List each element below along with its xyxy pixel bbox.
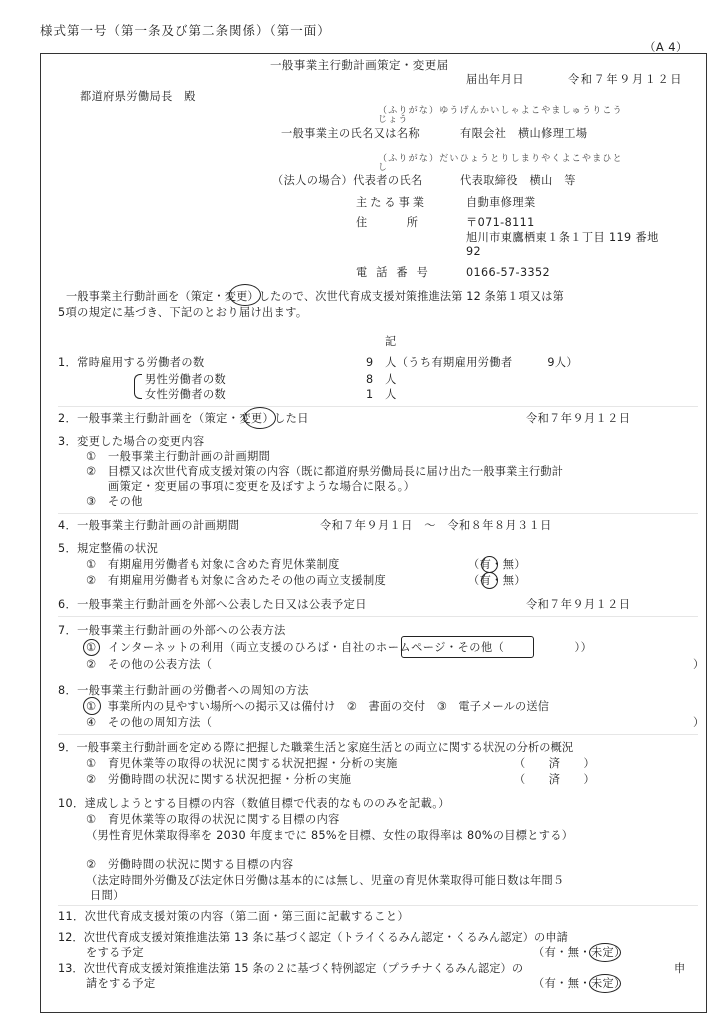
s5-item2-value: （有・無） [468,574,526,587]
employer-furigana-cont: じょう [378,115,409,125]
s1-female-label: 女性労働者の数 [145,388,227,401]
rep-name: 代表取締役 横山 等 [460,174,576,187]
address-line1: 旭川市東鷹栖東１条１丁目 119 番地 [466,231,659,244]
s9-item2: ② 労働時間の状況に関する状況把握・分析の実施 [86,773,352,786]
phone: 0166-57-3352 [466,266,551,279]
s3-item3: ③ その他 [86,495,143,508]
divider [58,513,698,514]
s9-item2-value: （ 済 ） [514,773,596,786]
s11-label: 11．次世代育成支援対策の内容（第二面・第三面に記載すること） [58,910,410,923]
s6-date: 令和７年９月１２日 [526,598,631,611]
s7-item2-close: ） [693,658,705,671]
choice-circle [481,556,498,573]
employer-label: 一般事業主の氏名又は名称 [281,127,421,140]
phone-label: 電話番号 [356,266,437,279]
s10-item2: ② 労働時間の状況に関する目標の内容 [86,858,294,871]
intro-line1: 一般事業主行動計画を（策定・変更）したので、次世代育成支援対策推進法第 12 条第１項又は第 [66,290,564,303]
business-label: 主たる事業 [356,196,427,209]
s5-item2: ② 有期雇用労働者も対象に含めたその他の両立支援制度 [86,574,387,587]
s2-date: 令和７年９月１２日 [526,412,631,425]
brace [134,374,142,399]
addressee: 都道府県労働局長 殿 [80,90,196,103]
s9-item1-value: （ 済 ） [514,757,596,770]
paper-size: （A 4） [644,40,688,54]
ki-heading: 記 [385,335,397,348]
s13-value: （有・無・未定） [533,977,626,990]
s12-value: （有・無・未定） [533,946,626,959]
divider [58,905,698,906]
employer-furigana: （ふりがな）ゆうげんかいしゃよこやましゅうりこう [378,106,623,116]
divider [58,734,698,735]
s7-item2: ② その他の公表方法（ [86,658,213,671]
s10-item1-detail: （男性育児休業取得率を 2030 年度までに 85%を目標、女性の取得率は 80%の目標とする） [86,829,574,842]
s1-total: 9 人（うち有期雇用労働者 9人） [366,356,579,369]
s13-line1: 13．次世代育成支援対策推進法第 15 条の２に基づく特例認定（プラチナくるみん認定）の [58,962,524,975]
form-title: 一般事業主行動計画策定・変更届 [270,58,449,72]
s9-label: 9．一般事業主行動計画を定める際に把握した職業生活と家庭生活との両立に関する状況の分析の概況 [58,741,574,754]
rep-furigana-cont: し [378,163,389,173]
postal-code: 〒071-8111 [466,216,535,229]
s3-item2a: ② 目標又は次世代育成支援対策の内容（既に都道府県労働局長に届け出た一般事業主行動計 [86,465,564,478]
s1-male-label: 男性労働者の数 [145,373,227,386]
s12-line1: 12．次世代育成支援対策推進法第 13 条に基づく認定（トライくるみん認定・くるみん認定）の申請 [58,931,568,944]
s10-item2-detail2: 日間） [90,889,125,902]
s2-label: 2．一般事業主行動計画を（策定・変更）した日 [58,412,309,425]
address-label: 住 所 [356,216,420,229]
s8-item1: ① 事業所内の見やすい場所への掲示又は備付け ② 書面の交付 ③ 電子メールの送信 [86,700,550,713]
s1-label: 1．常時雇用する労働者の数 [58,356,205,369]
employer-name: 有限会社 横山修理工場 [460,127,588,140]
s8-label: 8．一般事業主行動計画の労働者への周知の方法 [58,684,309,697]
s13-line1b: 申 [674,962,686,975]
s10-item1: ① 育児休業等の取得の状況に関する目標の内容 [86,813,340,826]
address-line2: 92 [466,245,482,258]
choice-circle [589,943,621,962]
s3-label: 3．変更した場合の変更内容 [58,435,205,448]
intro-line2: 5項の規定に基づき、下記のとおり届け出ます。 [58,306,308,319]
s1-female: 1 人 [366,388,397,401]
filing-date-label: 届出年月日 [466,73,524,86]
choice-circle [83,697,101,715]
choice-circle [229,284,261,306]
choice-circle [481,572,498,589]
s5-item1: ① 有期雇用労働者も対象に含めた育児休業制度 [86,558,340,571]
filing-date: 令和７年９月１２日 [568,73,684,86]
s3-item1: ① 一般事業主行動計画の計画期間 [86,450,271,463]
s12-line2: をする予定 [86,946,144,959]
s10-label: 10．達成しようとする目標の内容（数値目標で代表的なもののみを記載。） [58,797,450,810]
s6-label: 6．一般事業主行動計画を外部へ公表した日又は公表予定日 [58,598,367,611]
divider [58,616,698,617]
choice-circle [83,639,100,656]
s3-item2b: 画策定・変更届の事項に変更を及ぼすような場合に限る。） [108,480,416,493]
s8-item4-close: ） [693,716,705,729]
s5-label: 5．規定整備の状況 [58,542,159,555]
business: 自動車修理業 [466,196,536,209]
rep-furigana: （ふりがな）だいひょうとりしまりやくよこやまひと [378,154,623,164]
s8-item4: ④ その他の周知方法（ [86,716,213,729]
s7-label: 7．一般事業主行動計画の外部への公表方法 [58,624,286,637]
s9-item1: ① 育児休業等の取得の状況に関する状況把握・分析の実施 [86,757,398,770]
s1-male: 8 人 [366,373,397,386]
rep-label: （法人の場合）代表者の氏名 [272,174,423,187]
divider [58,406,698,407]
s5-item1-value: （有・無） [468,558,526,571]
choice-circle [589,974,621,993]
s10-item2-detail1: （法定時間外労働及び法定休日労働は基本的には無し、児童の育児休業取得可能日数は年間５ [86,874,565,887]
s4-period: 令和７年９月１日 ～ 令和８年８月３１日 [320,519,552,532]
s13-line2: 請をする予定 [86,977,156,990]
choice-circle [244,407,276,429]
s7-item1: ① インターネットの利用（両立支援のひろば・自社のホームページ・その他（ ）） [86,641,593,654]
choice-box [401,636,534,658]
form-label: 様式第一号（第一条及び第二条関係）（第一面） [40,23,331,38]
s4-label: 4．一般事業主行動計画の計画期間 [58,519,240,532]
